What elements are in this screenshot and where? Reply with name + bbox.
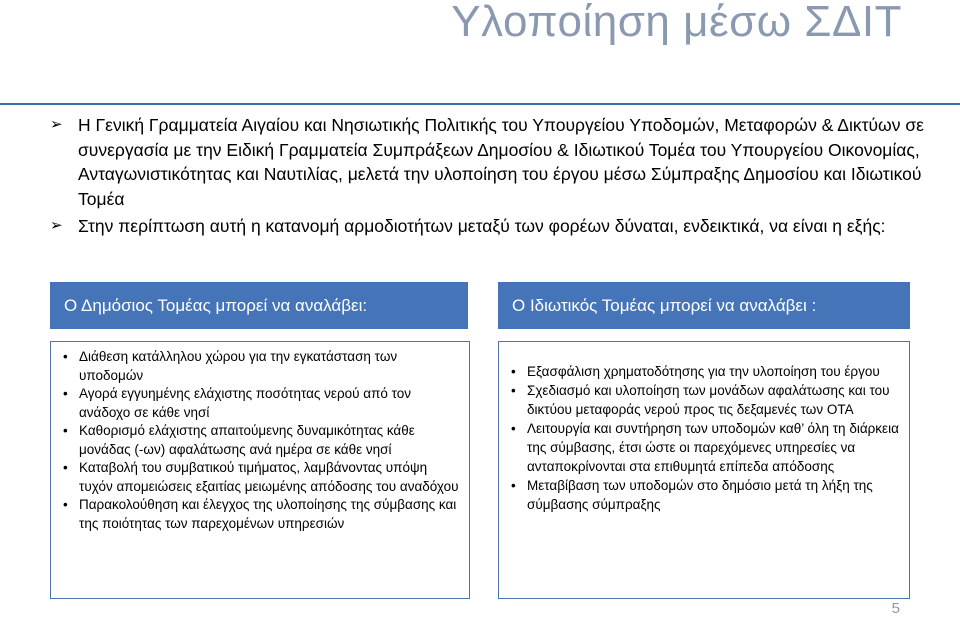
list-item-text: Καθορισμό ελάχιστης απαιτούμενης δυναμικότητας κάθε μονάδας (-ων) αφαλάτωσης ανά ημέρα σε κάθε νησί [79, 423, 415, 457]
dot-bullet-icon: • [511, 478, 516, 493]
list-item [511, 362, 899, 381]
list-item [511, 381, 899, 419]
arrow-bullet-icon: ➢ [50, 217, 63, 234]
main-bullets [50, 113, 930, 242]
private-sector-header: Ο Ιδιωτικός Τομέας μπορεί να αναλάβει : [498, 282, 910, 329]
dot-bullet-icon: • [63, 349, 68, 364]
list-item [63, 348, 459, 385]
dot-bullet-icon: • [511, 364, 516, 379]
list-item-text: Λειτουργία και συντήρηση των υποδομών καθ’ όλη τη διάρκεια της σύμβασης, έτσι ώστε οι παρεχόμενες υπηρεσίες να ανταποκρίνονται στα επιθυμητά επίπεδα απόδοσης [527, 421, 899, 474]
bullet-text: Η Γενική Γραμματεία Αιγαίου και Νησιωτικής Πολιτικής του Υπουργείου Υποδομών, Μεταφορών & Δικτύων σε συνεργασία με την Ειδική Γραμματεία Συμπράξεων Δημοσίου & Ιδιωτικού Τομέα του Υπουργείου Οικονομίας, Ανταγωνιστικότητας και Ναυτιλίας, μελετά την υλοποίηση του έργου μέσω Σύμπραξης Δημοσίου και Ιδιωτικού Τομέα [78, 115, 924, 209]
list-item [63, 459, 459, 496]
arrow-bullet-icon: ➢ [50, 116, 63, 133]
dot-bullet-icon: • [511, 383, 516, 398]
list-item-text: Διάθεση κατάλληλου χώρου για την εγκατάσταση των υποδομών [79, 349, 398, 383]
private-sector-list [498, 341, 910, 599]
list-item [63, 496, 459, 533]
slide-title: Υλοποίηση μέσω ΣΔΙΤ [451, 0, 902, 46]
list-item [511, 419, 899, 476]
list-item-text: Σχεδιασμό και υλοποίηση των μονάδων αφαλάτωσης και του δικτύου μεταφοράς νερού προς τις δεξαμενές των ΟΤΑ [527, 383, 890, 417]
list-item-text: Εξασφάλιση χρηματοδότησης για την υλοποίηση του έργου [527, 364, 880, 379]
bullet-text: Στην περίπτωση αυτή η κατανομή αρμοδιοτήτων μεταξύ των φορέων δύναται, ενδεικτικά, να είναι η εξής: [78, 216, 886, 236]
list-item [63, 385, 459, 422]
page-number: 5 [891, 600, 900, 617]
list-item-text: Καταβολή του συμβατικού τιμήματος, λαμβάνοντας υπόψη τυχόν απομειώσεις εξαιτίας μειωμένης απόδοσης του αναδόχου [79, 460, 459, 494]
public-sector-list [50, 341, 470, 599]
title-divider [0, 103, 960, 105]
dot-bullet-icon: • [63, 460, 68, 475]
dot-bullet-icon: • [63, 423, 68, 438]
list-item-text: Μεταβίβαση των υποδομών στο δημόσιο μετά τη λήξη της σύμβασης σύμπραξης [527, 478, 873, 512]
bullet-item [50, 113, 930, 211]
list-item [511, 476, 899, 514]
dot-bullet-icon: • [63, 497, 68, 512]
dot-bullet-icon: • [511, 421, 516, 436]
dot-bullet-icon: • [63, 386, 68, 401]
list-item [63, 422, 459, 459]
list-item-text: Παρακολούθηση και έλεγχος της υλοποίησης της σύμβασης και της ποιότητας των παρεχομένων υπηρεσιών [79, 497, 457, 531]
public-sector-header: Ο Δημόσιος Τομέας μπορεί να αναλάβει: [50, 282, 468, 329]
bullet-item [50, 214, 930, 239]
list-item-text: Αγορά εγγυημένης ελάχιστης ποσότητας νερού από τον ανάδοχο σε κάθε νησί [79, 386, 412, 420]
